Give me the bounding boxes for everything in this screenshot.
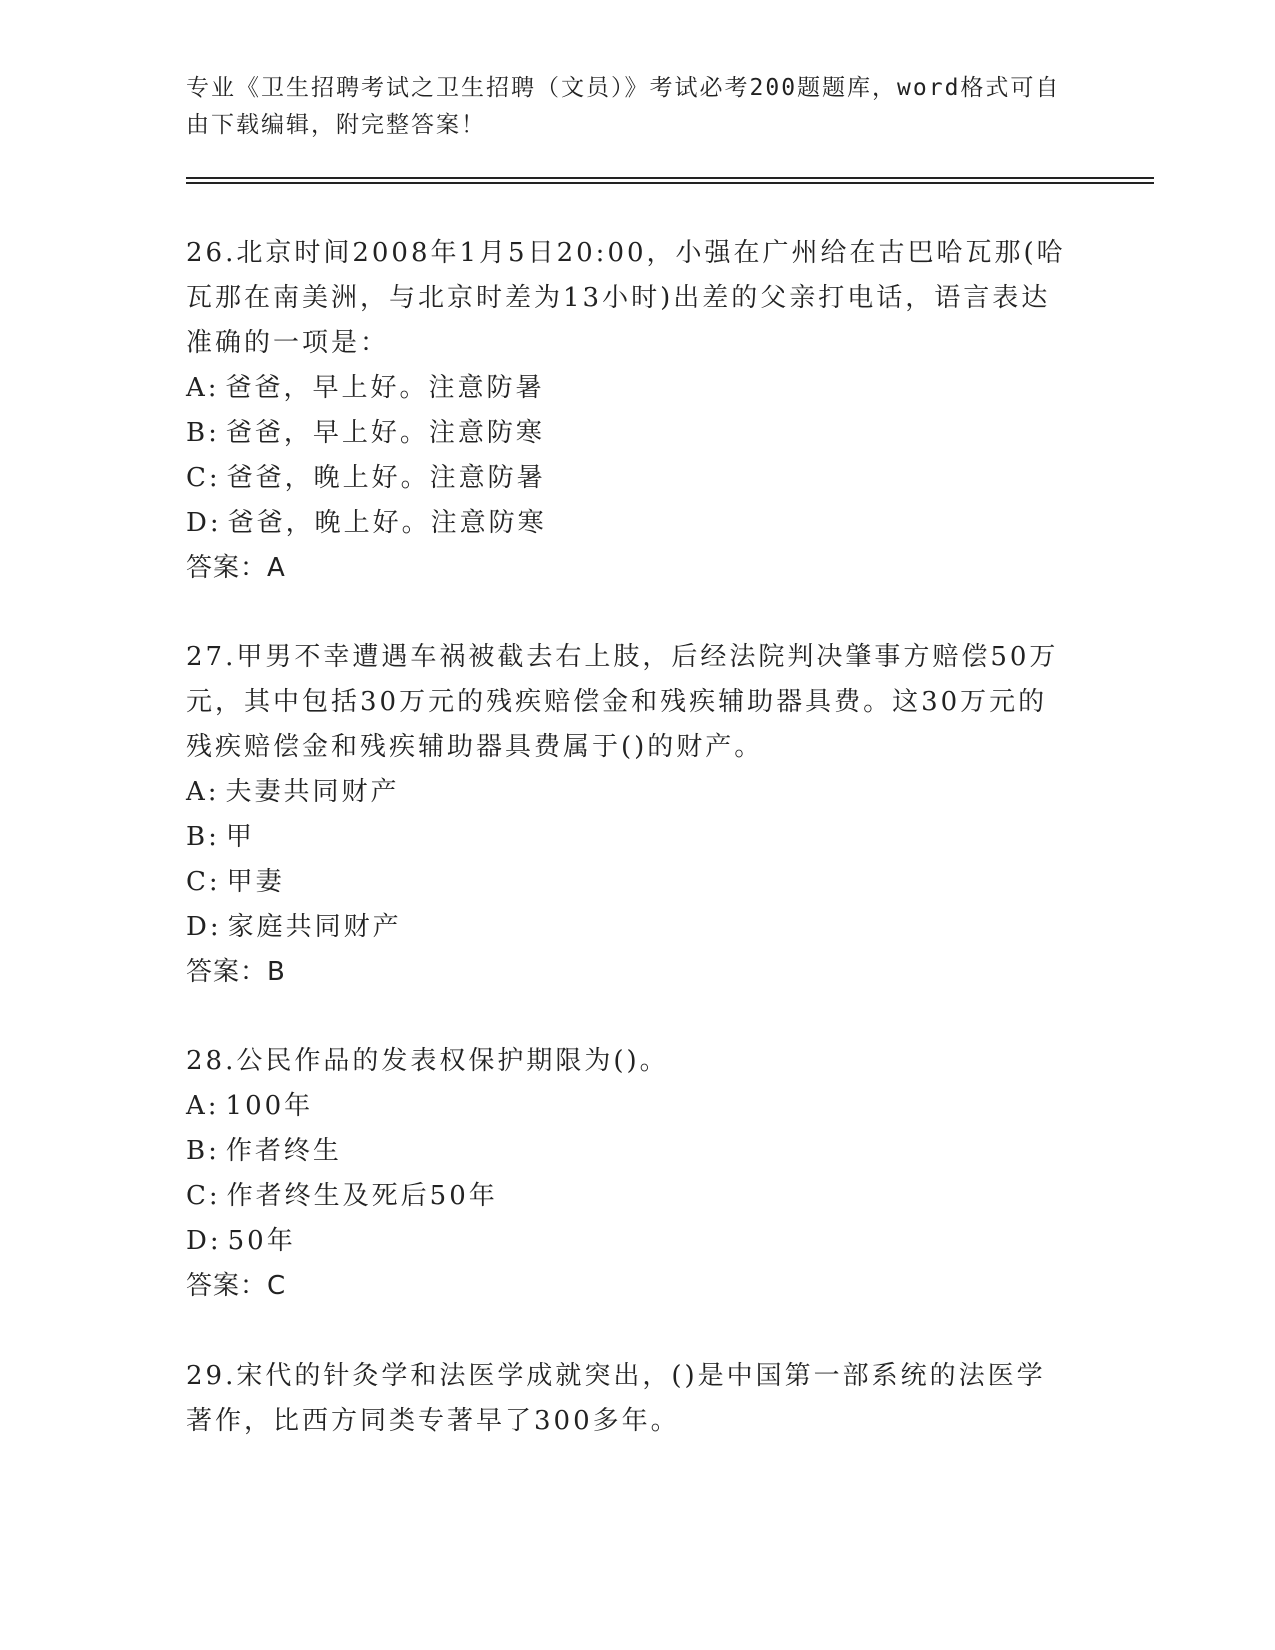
question-26 — [186, 231, 1066, 591]
option-b — [186, 1129, 1066, 1174]
question-stem: 28.公民作品的发表权保护期限为()。 — [186, 1046, 669, 1076]
option-letter: C: — [186, 1181, 221, 1211]
question-stem: 29.宋代的针灸学和法医学成就突出，()是中国第一部系统的法医学著作，比西方同类专著早了300多年。 — [186, 1361, 1046, 1436]
option-d — [186, 1219, 1066, 1264]
option-a — [186, 1084, 1066, 1129]
option-d — [186, 501, 1066, 546]
question-29 — [186, 1354, 1066, 1444]
header-divider-top — [186, 177, 1154, 179]
option-letter: C: — [186, 463, 221, 493]
option-letter: D: — [186, 912, 222, 942]
question-28 — [186, 1039, 1066, 1309]
answer-label: 答案：A — [186, 553, 286, 583]
option-letter: A: — [186, 1091, 220, 1121]
question-stem: 26.北京时间2008年1月5日20:00，小强在广州给在古巴哈瓦那(哈瓦那在南美洲，与北京时差为13小时)出差的父亲打电话，语言表达准确的一项是： — [186, 238, 1066, 358]
option-letter: A: — [186, 777, 220, 807]
option-text: 夫妻共同财产 — [225, 777, 400, 807]
option-text: 50年 — [227, 1226, 296, 1256]
answer-label: 答案：C — [186, 1271, 287, 1301]
option-a — [186, 770, 1066, 815]
header-divider-bottom — [186, 182, 1154, 184]
option-letter: A: — [186, 373, 220, 403]
option-text: 家庭共同财产 — [227, 912, 402, 942]
option-text: 作者终生 — [225, 1136, 342, 1166]
option-text: 爸爸，早上好。注意防暑 — [225, 373, 545, 403]
option-text: 爸爸，晚上好。注意防暑 — [226, 463, 546, 493]
option-a — [186, 366, 1066, 411]
option-text: 甲妻 — [226, 867, 285, 897]
option-b — [186, 815, 1066, 860]
question-27 — [186, 635, 1066, 995]
option-c — [186, 1174, 1066, 1219]
option-letter: C: — [186, 867, 221, 897]
option-text: 甲 — [225, 822, 255, 852]
option-letter: B: — [186, 418, 220, 448]
option-letter: D: — [186, 1226, 222, 1256]
option-b — [186, 411, 1066, 456]
option-text: 爸爸，晚上好。注意防寒 — [227, 508, 547, 538]
document-header: 专业《卫生招聘考试之卫生招聘（文员）》考试必考200题题库，word格式可自由下载编辑，附完整答案！ — [186, 75, 1061, 138]
option-letter: B: — [186, 1136, 220, 1166]
option-d — [186, 905, 1066, 950]
option-text: 爸爸，早上好。注意防寒 — [225, 418, 545, 448]
option-c — [186, 456, 1066, 501]
option-text: 作者终生及死后50年 — [226, 1181, 498, 1211]
option-text: 100年 — [225, 1091, 314, 1121]
answer-label: 答案：B — [186, 957, 286, 987]
option-letter: B: — [186, 822, 220, 852]
question-stem: 27.甲男不幸遭遇车祸被截去右上肢，后经法院判决肇事方赔偿50万元，其中包括30万元的残疾赔偿金和残疾辅助器具费。这30万元的残疾赔偿金和残疾辅助器具费属于()的财产。 — [186, 642, 1059, 762]
option-letter: D: — [186, 508, 222, 538]
option-c — [186, 860, 1066, 905]
